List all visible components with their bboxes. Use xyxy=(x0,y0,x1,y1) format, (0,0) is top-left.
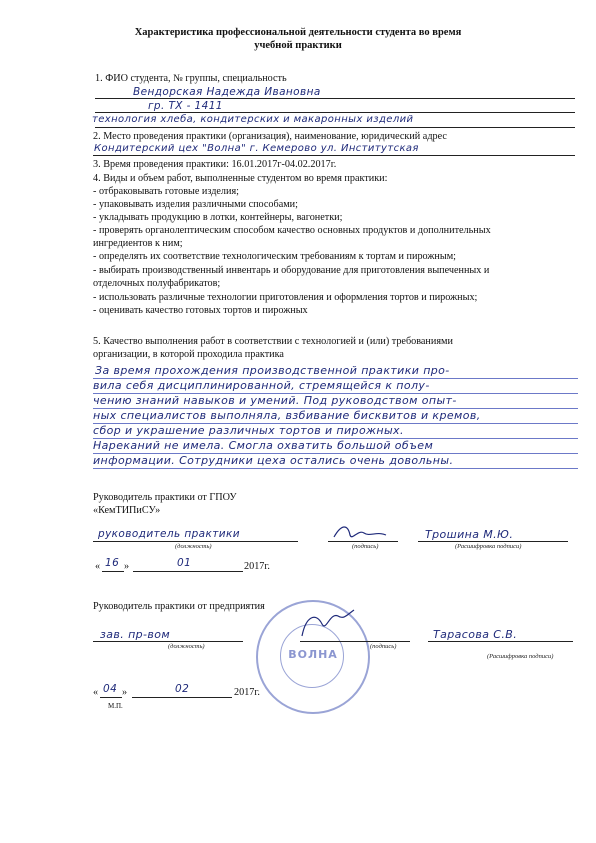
section5-label: 5. Качество выполнения работ в соответствии с технологией и (или) требованиями xyxy=(93,336,453,347)
org-date-open-quote: « xyxy=(93,687,99,698)
school-year: 2017г. xyxy=(244,561,270,572)
page-title: Характеристика профессиональной деятельности студента во время xyxy=(134,27,462,38)
hw-org-name: Тарасова С.В. xyxy=(433,628,518,641)
hw-quality-line: вила себя дисциплинированной, стремящейся к полу- xyxy=(93,379,430,392)
hw-place: Кондитерский цех "Волна" г. Кемерово ул. Институтская xyxy=(94,143,419,154)
school-supervisor-label: Руководитель практики от ГПОУ xyxy=(93,492,237,503)
section1-label: 1. ФИО студента, № группы, специальность xyxy=(95,73,287,84)
hw-school-day: 16 xyxy=(105,557,120,569)
seal-place-mark: М.П. xyxy=(108,702,123,710)
specialty-underline xyxy=(95,127,575,128)
work-item: - проверять органолептическим способом качество основных продуктов и дополнительных xyxy=(93,225,491,236)
hw-school-position: руководитель практики xyxy=(98,528,240,540)
ruled-line xyxy=(93,468,578,469)
group-underline xyxy=(95,112,575,113)
hw-specialty: технология хлеба, кондитерских и макаронных изделий xyxy=(92,114,414,125)
month-line xyxy=(133,571,243,572)
section3-label: 3. Время проведения практики: 16.01.2017г-04.02.2017г. xyxy=(93,159,337,170)
hw-quality-line: информации. Сотрудники цеха остались очень довольны. xyxy=(93,454,454,467)
hw-quality-line: сбор и украшение различных тортов и пирожных. xyxy=(93,424,404,437)
org-date-close-quote: » xyxy=(122,687,128,698)
caption-org-name: (Расшифровка подписи) xyxy=(487,653,554,660)
hw-org-position: зав. пр-вом xyxy=(100,628,171,641)
work-item: ингредиентов к ним; xyxy=(93,238,183,249)
position-line xyxy=(93,541,298,542)
work-item: - оценивать качество готовых тортов и пирожных xyxy=(93,305,308,316)
day-line xyxy=(102,571,124,572)
signature-org xyxy=(296,606,356,646)
caption-name: (Расшифровка подписи) xyxy=(455,543,522,550)
work-item: - определять их соответствие технологическим требованиям к тортам и пирожным; xyxy=(93,251,456,262)
caption-signature: (подпись) xyxy=(352,543,379,550)
org-name-line xyxy=(428,641,573,642)
section5-label-line2: организации, в которой проходила практика xyxy=(93,349,284,360)
org-year: 2017г. xyxy=(234,687,260,698)
hw-quality-line: чению знаний навыков и умений. Под руководством опыт- xyxy=(93,394,457,407)
caption-org-position: (должность) xyxy=(168,643,205,650)
caption-position: (должность) xyxy=(175,543,212,550)
section2-label: 2. Место проведения практики (организация), наименование, юридический адрес xyxy=(93,131,447,142)
work-item: - использовать различные технологии приготовления и оформления тортов и пирожных; xyxy=(93,292,478,303)
date-open-quote: « xyxy=(95,561,101,572)
org-supervisor-label: Руководитель практики от предприятия xyxy=(93,601,265,612)
stamp-center-text: ВОЛНА xyxy=(288,648,338,661)
school-supervisor-org: «КемТИПиСУ» xyxy=(93,505,161,516)
hw-student-name: Вендорская Надежда Ивановна xyxy=(133,86,321,98)
hw-quality-line: За время прохождения производственной практики про- xyxy=(95,364,450,377)
work-item: - выбирать производственный инвентарь и оборудование для приготовления выпеченных и xyxy=(93,265,490,276)
org-position-line xyxy=(93,641,243,642)
org-month-line xyxy=(132,697,232,698)
work-item: - укладывать продукцию в лотки, контейнеры, вагонетки; xyxy=(93,212,343,223)
org-day-line xyxy=(100,697,122,698)
hw-school-name: Трошина М.Ю. xyxy=(425,528,514,541)
signature-school xyxy=(330,521,390,543)
hw-quality-line: Нареканий не имела. Смогла охватить большой объем xyxy=(93,439,434,452)
work-item: отделочных полуфабрикатов; xyxy=(93,278,221,289)
work-item: - упаковывать изделия различными способами; xyxy=(93,199,298,210)
signature-line xyxy=(328,541,398,542)
work-item: - отбраковывать готовые изделия; xyxy=(93,186,239,197)
org-signature-line xyxy=(300,641,410,642)
caption-org-signature: (подпись) xyxy=(370,643,397,650)
date-close-quote: » xyxy=(124,561,130,572)
place-underline xyxy=(93,155,575,156)
name-line xyxy=(418,541,568,542)
section4-label: 4. Виды и объем работ, выполненные студентом во время практики: xyxy=(93,173,388,184)
page-title-line2: учебной практики xyxy=(254,40,342,51)
hw-org-month: 02 xyxy=(175,683,190,695)
hw-org-day: 04 xyxy=(103,683,118,695)
hw-group: гр. ТХ - 1411 xyxy=(148,100,223,112)
name-underline xyxy=(95,98,575,99)
hw-school-month: 01 xyxy=(177,557,192,569)
hw-quality-line: ных специалистов выполняла, взбивание бисквитов и кремов, xyxy=(93,409,481,422)
